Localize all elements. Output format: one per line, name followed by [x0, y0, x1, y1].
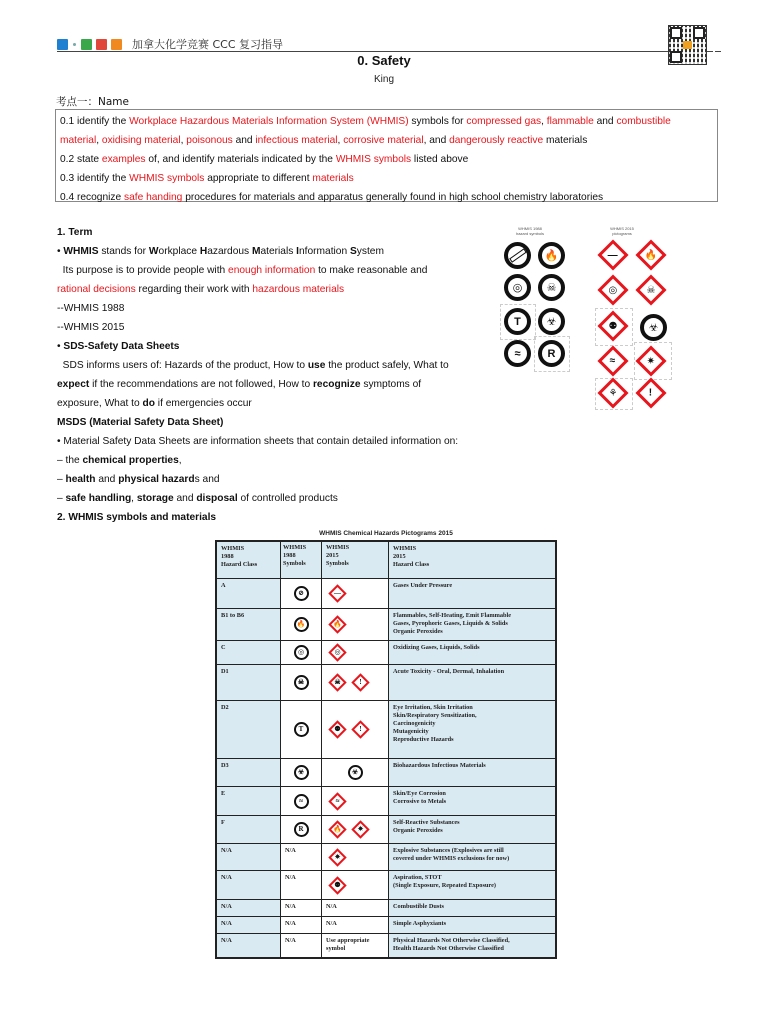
header-text: Symbols [326, 560, 349, 567]
table-row [216, 665, 556, 701]
text-segment: materials [543, 135, 588, 146]
symbol-1988-cell: N/A [281, 900, 322, 917]
hazard-text: Mutagenicity [393, 728, 429, 735]
hazard-text: Biohazardous Infectious Materials [393, 762, 486, 769]
poisonous-icon: ☠ [294, 675, 309, 690]
text-segment: , [337, 135, 344, 146]
hazard-text: Oxidizing Gases, Liquids, Solids [393, 644, 480, 651]
hazard-class-1988: D1 [216, 665, 281, 701]
symbol-1988-cell [281, 787, 322, 816]
exploding-bomb-icon: ✷ [328, 848, 346, 866]
bold-term: WHMIS [63, 246, 99, 257]
body-line [57, 451, 487, 470]
bold-term: I [296, 246, 299, 257]
hazard-class-2015 [389, 665, 557, 701]
text-segment: , and [423, 135, 450, 146]
flammable-icon: 🔥 [294, 617, 309, 632]
hazard-text: Carcinogenicity [393, 720, 436, 727]
hazard-text: covered under WHMIS exclusions for now) [393, 855, 510, 862]
exclamation-mark-icon: ! [351, 720, 369, 738]
text-segment: , [541, 116, 547, 127]
poisonous-icon: ☠ [538, 274, 565, 301]
body-line [57, 470, 487, 489]
gas-cylinder-icon: — [597, 239, 628, 270]
symbol-2015-cell [322, 609, 389, 641]
text-segment: , [131, 493, 137, 504]
bold-term: SDS-Safety Data Sheets [63, 341, 180, 352]
hazard-class-2015 [389, 759, 557, 787]
symbol-2015-cell [322, 871, 389, 900]
column-header [389, 541, 557, 579]
biohazard-circle-icon: ☣ [348, 765, 363, 780]
objective-line [60, 169, 717, 188]
table-row [216, 934, 556, 958]
body-line [57, 394, 487, 413]
ccc-logo-green-icon [81, 39, 92, 50]
text-segment: ystem [356, 246, 384, 257]
exclamation-mark-icon: ! [635, 377, 666, 408]
hazard-text: Reproductive Hazards [393, 736, 454, 743]
flame-icon: 🔥 [328, 820, 346, 838]
text-segment: --WHMIS 2015 [57, 322, 125, 333]
symbol-2015-cell: N/A [322, 900, 389, 917]
text-segment: Its purpose is to provide people with [57, 265, 229, 276]
text-segment: symptoms of [360, 379, 422, 390]
text-segment: if emergencies occur [154, 398, 252, 409]
hazard-class-1988: B1 to B6 [216, 609, 281, 641]
symbol-1988-cell: N/A [281, 917, 322, 934]
table-row [216, 609, 556, 641]
hazard-class-2015 [389, 787, 557, 816]
body-line [57, 337, 487, 356]
objectives-box [55, 109, 718, 202]
bold-term: disposal [196, 493, 238, 504]
highlighted-term: WHMIS symbols [335, 154, 412, 165]
hazard-class-2015 [389, 917, 557, 934]
bold-term: S [349, 246, 357, 257]
symbol-1988-cell: N/A [281, 934, 322, 958]
hazard-class-2015 [389, 934, 557, 958]
skull-crossbones-icon: ☠ [635, 274, 666, 305]
symbol-1988-cell [281, 759, 322, 787]
hazard-text: Combustible Dusts [393, 903, 444, 910]
hazard-text: Health Hazards Not Otherwise Classified [393, 945, 504, 952]
text-segment: and [232, 135, 256, 146]
bold-term: M [251, 246, 261, 257]
hazard-text: Organic Peroxides [393, 628, 443, 635]
hazard-text: Corrosive to Metals [393, 798, 447, 805]
hazard-class-2015 [389, 871, 557, 900]
text-segment: 0.2 state [60, 154, 102, 165]
header-brand [57, 36, 283, 52]
text-segment: exposure, What to [57, 398, 143, 409]
header-text: 1988 [283, 552, 296, 559]
hazard-class-1988: D3 [216, 759, 281, 787]
author: King [373, 74, 394, 85]
symbol-1988-cell [281, 641, 322, 665]
whmis-pictograms-image [492, 222, 682, 402]
hazard-text: Explosive Substances (Explosives are still [393, 847, 504, 854]
text-segment: if the recommendations are not followed, How to [89, 379, 313, 390]
hazard-class-2015 [389, 844, 557, 871]
table-row [216, 759, 556, 787]
symbol-2015-cell [322, 759, 389, 787]
hazard-text: Self-Reactive Substances [393, 819, 460, 826]
highlighted-term: enough information [228, 265, 316, 276]
table-row [216, 641, 556, 665]
hazard-class-2015 [389, 579, 557, 609]
hazard-class-1988: A [216, 579, 281, 609]
hazard-class-2015 [389, 701, 557, 759]
objective-line [60, 112, 717, 131]
hazard-class-1988: N/A [216, 871, 281, 900]
text-segment: procedures for materials and apparatus generally found in high school chemistry laboratories [182, 192, 604, 203]
header-rule [57, 51, 713, 52]
oxidizing-icon: ◎ [294, 645, 309, 660]
text-segment: stands for [98, 246, 149, 257]
hazard-class-1988: D2 [216, 701, 281, 759]
bold-term: safe handling [65, 493, 132, 504]
highlighted-term: hazardous materials [252, 284, 345, 295]
body-line [57, 318, 487, 337]
page-title: 0. Safety [357, 53, 411, 68]
body-line [57, 299, 487, 318]
biohazard-circle-icon: ☣ [640, 314, 667, 341]
hazard-text: Gases, Pyrophoric Gases, Liquids & Solids [393, 620, 508, 627]
text-segment: the product safely, What to [325, 360, 449, 371]
toxic-other-effects-icon: T [294, 722, 309, 737]
header-text: 2015 [393, 553, 406, 560]
text-segment: nformation [299, 246, 350, 257]
table-row [216, 816, 556, 844]
ccc-logo-red-icon [96, 39, 107, 50]
section-1-heading: 1. Term [57, 227, 93, 238]
table-row [216, 579, 556, 609]
symbol-2015-cell [322, 787, 389, 816]
symbol-2015-cell [322, 844, 389, 871]
text-segment: • [57, 246, 64, 257]
flame-over-circle-icon: ◎ [597, 274, 628, 305]
exploding-bomb-icon: ✷ [635, 345, 666, 376]
bold-term: storage [136, 493, 174, 504]
header-text: Symbols [283, 560, 306, 567]
column-header [216, 541, 281, 579]
body-line [57, 489, 487, 508]
symbol-1988-cell [281, 701, 322, 759]
oxidizing-icon: ◎ [504, 274, 531, 301]
hazard-class-2015 [389, 609, 557, 641]
hazard-text: Skin/Eye Corrosion [393, 790, 446, 797]
table-row [216, 844, 556, 871]
health-hazard-icon: ⚉ [597, 310, 628, 341]
bold-term: W [148, 246, 159, 257]
text-segment: • [57, 341, 64, 352]
hazard-text: Aspiration, STOT [393, 874, 442, 881]
caption-1988: WHMIS 1988 hazard symbols [515, 226, 544, 236]
column-header [322, 541, 389, 579]
highlighted-term: WHMIS symbols [129, 173, 205, 184]
highlighted-term: combustible [616, 116, 671, 127]
body-line [57, 413, 487, 432]
whmis-hazard-table [215, 540, 557, 959]
text-segment: and [173, 493, 197, 504]
text-segment: 0.4 recognize [60, 192, 124, 203]
bold-term: H [199, 246, 208, 257]
ccc-logo-blue-icon [57, 39, 68, 50]
highlighted-term: infectious material [255, 135, 338, 146]
bold-term: recognize [312, 379, 361, 390]
hazard-class-1988: N/A [216, 934, 281, 958]
highlighted-term: examples [101, 154, 146, 165]
flammable-icon: 🔥 [538, 242, 565, 269]
hazard-text: Gases Under Pressure [393, 582, 453, 589]
objective-line [60, 150, 717, 169]
body-line [57, 242, 487, 261]
text-segment: SDS informs users of: Hazards of the product, How to [57, 360, 308, 371]
corrosion-icon: ≈ [597, 345, 628, 376]
hazard-text: Simple Asphyxiants [393, 920, 447, 927]
symbol-1988-cell: N/A [281, 844, 322, 871]
objective-line [60, 188, 717, 207]
table-row [216, 787, 556, 816]
flame-icon: 🔥 [328, 615, 346, 633]
text-segment: symbols for [408, 116, 467, 127]
symbol-2015-cell: N/A [322, 917, 389, 934]
hazard-class-2015 [389, 816, 557, 844]
text-segment: – the [57, 455, 83, 466]
toxic-other-effects-icon: T [504, 308, 531, 335]
highlighted-term: compressed gas [466, 116, 542, 127]
biohazard-icon: ☣ [294, 765, 309, 780]
symbol-1988-cell: N/A [281, 871, 322, 900]
text-segment: , [180, 135, 187, 146]
bold-term: chemical properties [82, 455, 179, 466]
body-line [57, 508, 487, 527]
table-header-row [216, 541, 556, 579]
highlighted-term: Workplace Hazardous Materials Information System (WHMIS) [129, 116, 409, 127]
flame-over-circle-icon: ◎ [328, 643, 346, 661]
text-segment: orkplace [158, 246, 200, 257]
exclamation-mark-icon: ! [351, 673, 369, 691]
corrosion-icon: ≈ [328, 792, 346, 810]
body-line [57, 261, 487, 280]
header-text: WHMIS [221, 545, 245, 552]
hazard-class-2015 [389, 900, 557, 917]
bold-term: physical hazard [118, 474, 195, 485]
section-1-term [57, 223, 487, 527]
hazard-text: Physical Hazards Not Otherwise Classified, [393, 937, 510, 944]
biohazard-icon: ☣ [538, 308, 565, 335]
text-segment: azardous [207, 246, 252, 257]
reactive-icon: R [538, 340, 565, 367]
hazard-text: Acute Toxicity - Oral, Dermal, Inhalation [393, 668, 505, 675]
symbol-1988-cell [281, 816, 322, 844]
bold-term: use [307, 360, 326, 371]
table-row [216, 701, 556, 759]
bold-term: do [142, 398, 155, 409]
highlighted-term: rational decisions [57, 284, 136, 295]
column-header [281, 541, 322, 579]
text-segment: 0.3 identify the [60, 173, 130, 184]
header-text: WHMIS [326, 544, 350, 551]
symbol-1988-cell [281, 665, 322, 701]
exploding-bomb-icon: ✷ [351, 820, 369, 838]
text-segment: , [96, 135, 102, 146]
header-text: WHMIS [393, 545, 417, 552]
text-segment: – [57, 493, 66, 504]
hazard-text: Eye Irritation, Skin Irritation [393, 704, 473, 711]
gas-cylinder-icon: — [328, 584, 346, 602]
text-segment: and [95, 474, 119, 485]
table-row [216, 900, 556, 917]
bold-term: 2. WHMIS symbols and materials [57, 512, 217, 523]
text-segment: – [57, 474, 66, 485]
highlighted-term: materials [312, 173, 354, 184]
highlighted-term: poisonous [186, 135, 233, 146]
hazard-class-1988: N/A [216, 900, 281, 917]
bold-term: MSDS (Material Safety Data Sheet) [57, 417, 224, 428]
hazard-class-1988: E [216, 787, 281, 816]
text-segment: of, and identify materials indicated by the [145, 154, 336, 165]
symbol-1988-cell [281, 609, 322, 641]
caption-2015: WHMIS 2015 pictograms [610, 226, 634, 236]
separator-dot-icon [73, 43, 76, 46]
highlighted-term: oxidising material [101, 135, 181, 146]
objective-line [60, 131, 717, 150]
environment-icon: ⚘ [597, 377, 628, 408]
text-segment: to make reasonable and [315, 265, 428, 276]
hazard-class-2015 [389, 641, 557, 665]
highlighted-term: flammable [546, 116, 594, 127]
bold-term: health [65, 474, 96, 485]
symbol-2015-cell: Use appropriate symbol [322, 934, 389, 958]
hazard-text: (Single Exposure, Repeated Exposure) [393, 882, 496, 889]
header-text: 2015 [326, 552, 339, 559]
hazard-class-1988: N/A [216, 917, 281, 934]
header-rule-end [715, 51, 721, 52]
text-segment: 0.1 identify the [60, 116, 130, 127]
text-segment: s and [194, 474, 220, 485]
text-segment: of controlled products [237, 493, 338, 504]
symbol-1988-cell [281, 579, 322, 609]
corrosive-icon: ≈ [294, 794, 309, 809]
header-text: 1988 [221, 553, 234, 560]
hazard-text: Skin/Respiratory Sensitization, [393, 712, 477, 719]
header-text: Hazard Class [221, 561, 258, 568]
table-row [216, 871, 556, 900]
text-segment: aterials [260, 246, 297, 257]
text-segment: and [593, 116, 617, 127]
hazard-class-1988: F [216, 816, 281, 844]
highlighted-term: safe handing [124, 192, 183, 203]
highlighted-term: dangerously reactive [449, 135, 544, 146]
body-line [57, 432, 487, 451]
text-segment: regarding their work with [135, 284, 253, 295]
table-row [216, 917, 556, 934]
symbol-2015-cell [322, 579, 389, 609]
highlighted-term: corrosive material [343, 135, 424, 146]
compressed-gas-icon: ⊘ [294, 586, 309, 601]
text-segment: appropriate to different [204, 173, 313, 184]
body-line [57, 280, 487, 299]
text-segment: • Material Safety Data Sheets are information sheets that contain detailed information on: [57, 436, 459, 447]
hazard-class-1988: C [216, 641, 281, 665]
section-label: 考点一：Name [56, 96, 129, 108]
corrosive-icon: ≈ [504, 340, 531, 367]
body-line [57, 375, 487, 394]
header-text: Hazard Class [393, 561, 430, 568]
table-caption: WHMIS Chemical Hazards Pictograms 2015 [319, 530, 453, 537]
symbol-2015-cell [322, 816, 389, 844]
symbol-2015-cell [322, 641, 389, 665]
text-segment: listed above [411, 154, 469, 165]
highlighted-term: material [60, 135, 97, 146]
compressed-gas-icon [504, 242, 531, 269]
hazard-text: Flammables, Self-Heating, Emit Flammable [393, 612, 512, 619]
bold-term: expect [57, 379, 90, 390]
flame-icon: 🔥 [635, 239, 666, 270]
symbol-2015-cell [322, 665, 389, 701]
reactive-icon: R [294, 822, 309, 837]
text-segment: --WHMIS 1988 [57, 303, 125, 314]
symbol-2015-cell [322, 701, 389, 759]
health-hazard-icon: ⚉ [328, 876, 346, 894]
ccc-logo-orange-icon [111, 39, 122, 50]
hazard-text: Organic Peroxides [393, 827, 443, 834]
header-title: 加拿大化学竞赛 CCC 复习指导 [132, 38, 284, 51]
hazard-class-1988: N/A [216, 844, 281, 871]
text-segment: , [178, 455, 182, 466]
skull-crossbones-icon: ☠ [328, 673, 346, 691]
health-hazard-icon: ⚉ [328, 720, 346, 738]
body-line [57, 356, 487, 375]
header-text: WHMIS [283, 544, 307, 551]
